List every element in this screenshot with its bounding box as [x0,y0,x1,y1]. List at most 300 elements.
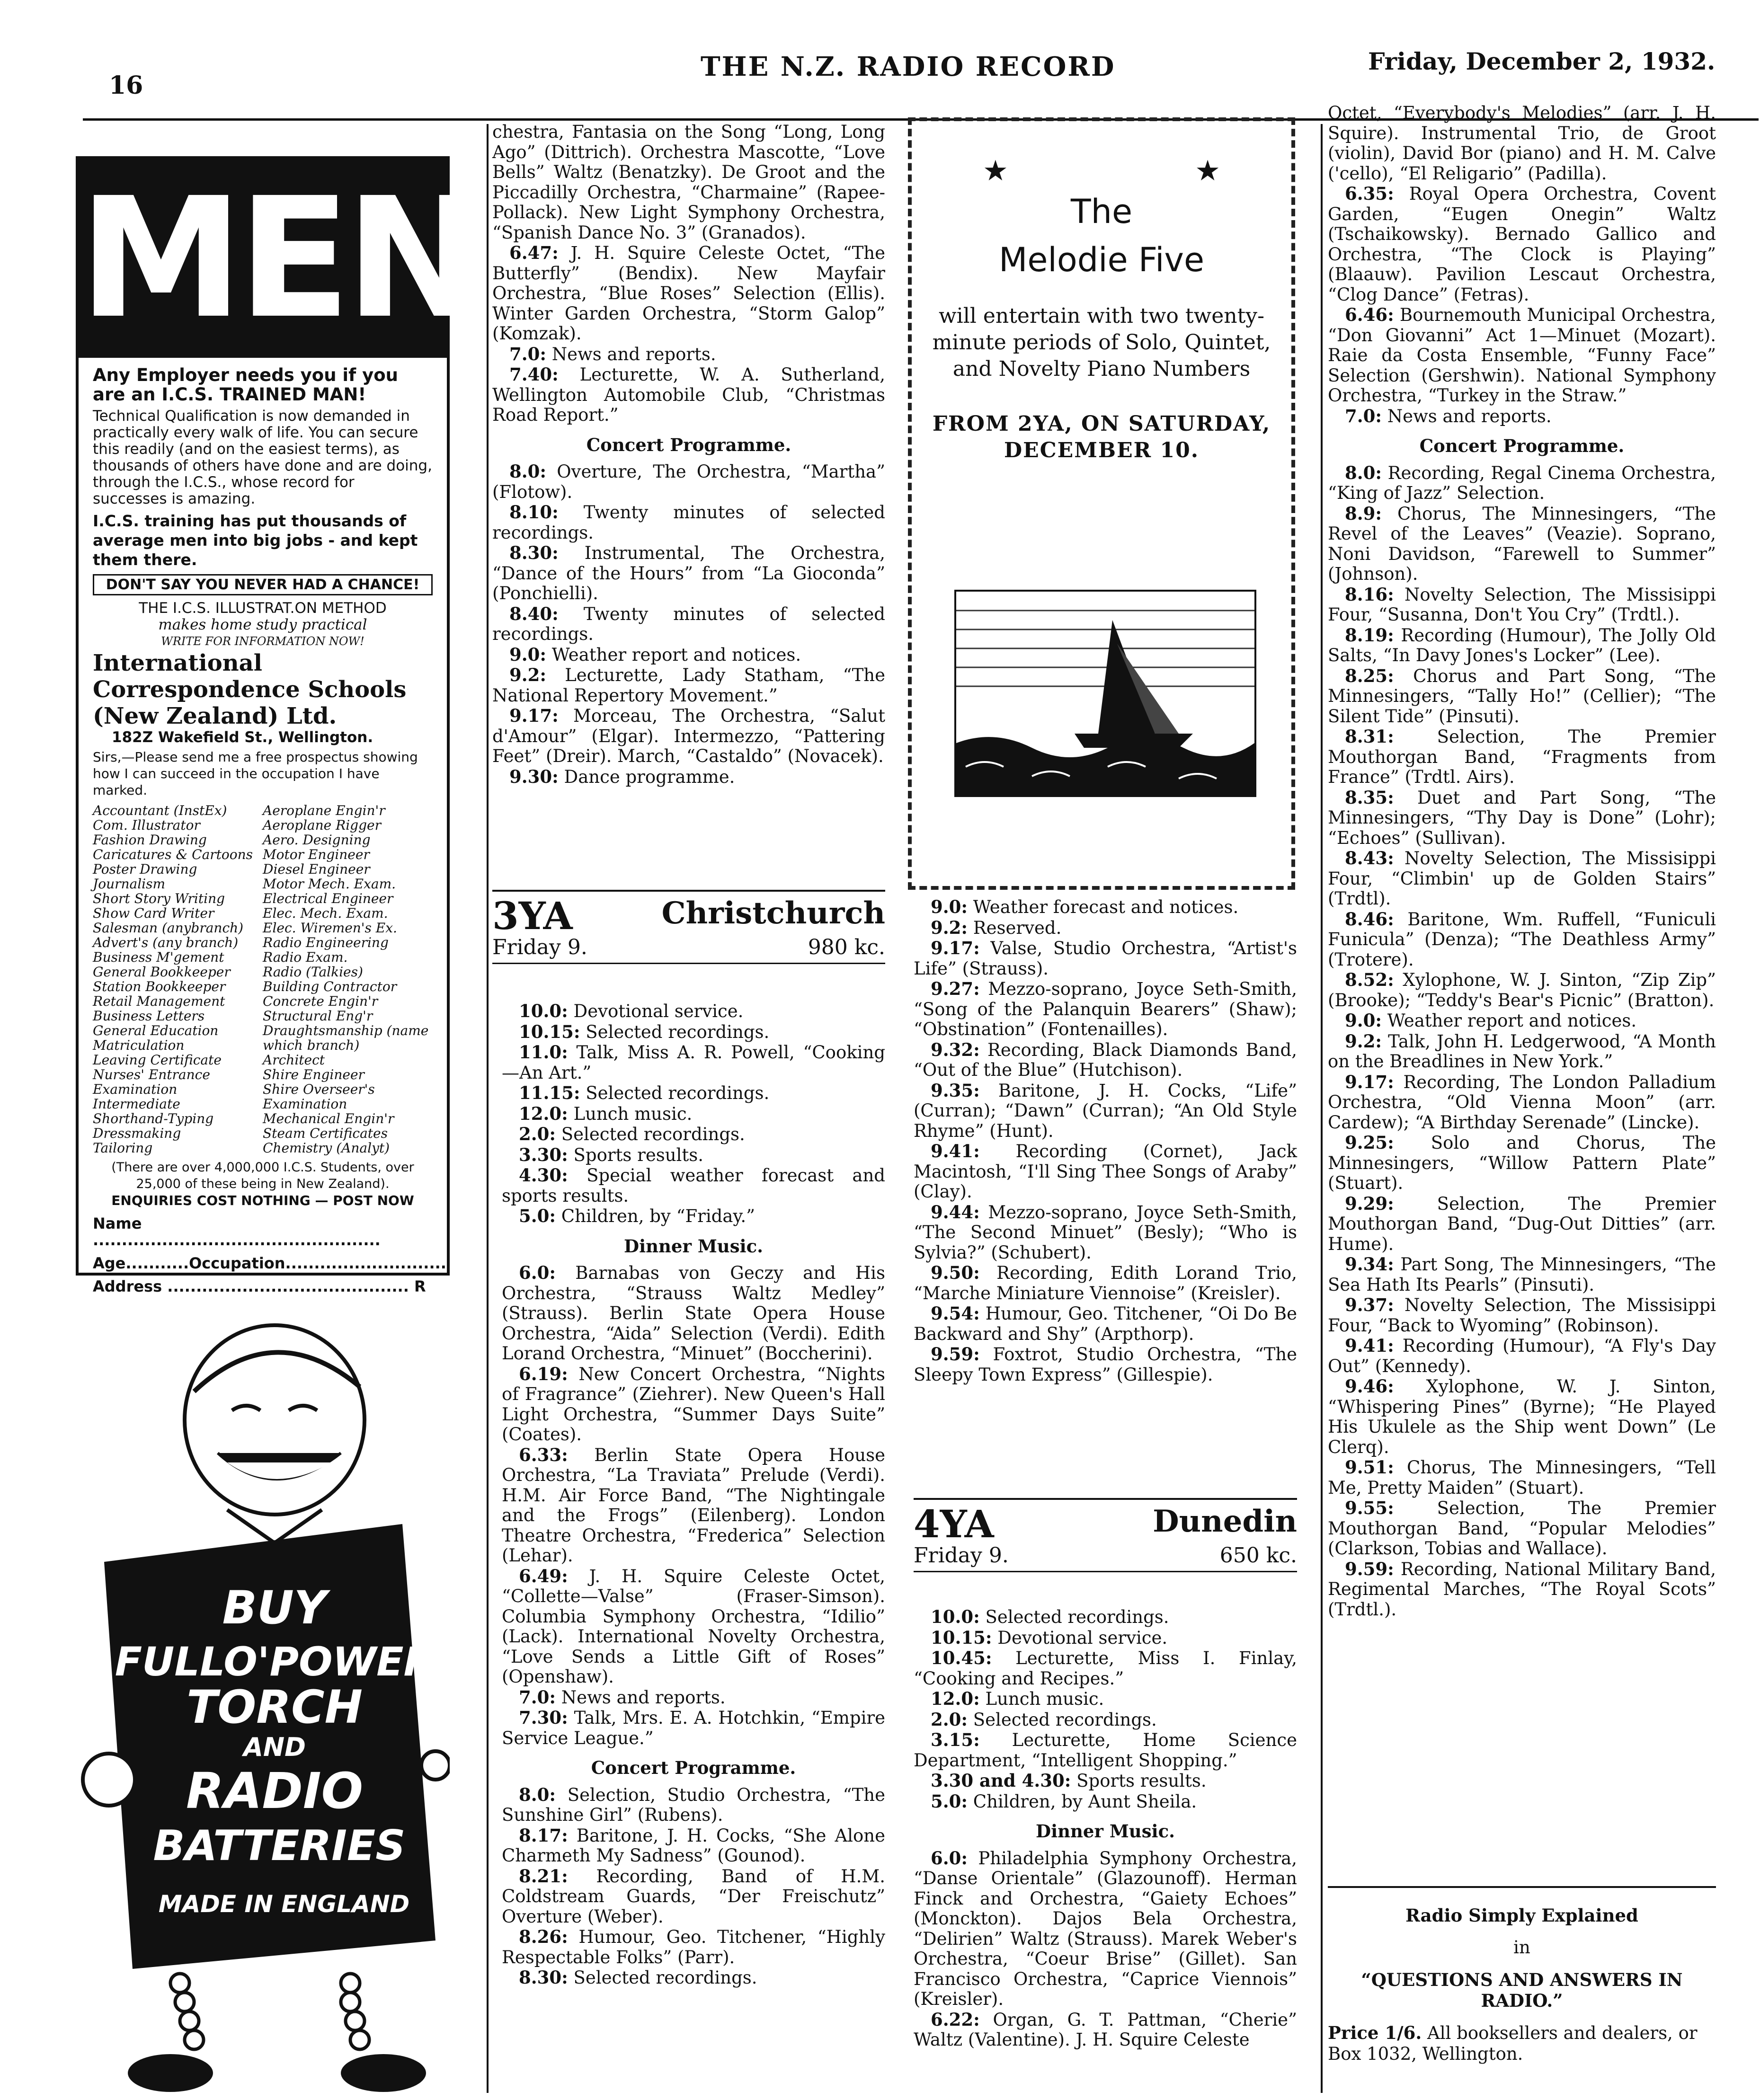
entry-time: 10.0: [931,1606,980,1627]
entry-text: Sports results. [573,1144,704,1165]
entry-text: Selected recordings. [586,1021,770,1042]
section-heading: Dinner Music. [1035,1821,1175,1842]
entry-time: 3.30: [519,1144,568,1165]
ad-slogan: DON'T SAY YOU NEVER HAD A CHANCE! [93,574,433,595]
entry-text: Dance programme. [564,766,735,787]
programme-entry [502,1927,885,1967]
course-item[interactable]: Advert's (any branch) [93,935,239,950]
station-4ya-header [914,1498,1297,1576]
entry-text: Baritone, J. H. Cocks, “She Alone Charmeth My Sadness” (Gounod). [502,1825,885,1866]
entry-time: 9.50: [931,1262,980,1283]
entry-text: Lecturette, Lady Statham, “The National Repertory Movement.” [492,665,885,706]
entry-text: Recording, The London Palladium Orchestra, “Old Vienna Moon” (arr. Cardew); “A Birthday Serenade” (Lincke). [1328,1072,1716,1133]
programme-entry [914,1730,1297,1771]
programme-entry [502,1364,885,1445]
entry-text: Foxtrot, Studio Orchestra, “The Sleepy Town Express” (Gillespie). [914,1344,1298,1385]
entry-text: Humour, Geo. Titchener, “Oi Do Be Backward and Shy” (Arpthorp). [914,1303,1297,1344]
ad-method: THE I.C.S. ILLUSTRAT.ON METHOD [139,600,387,617]
programme-entry [1328,788,1716,849]
course-item[interactable]: Salesman (anybranch) [93,920,244,936]
entry-time: 9.51: [1345,1457,1394,1478]
course-item[interactable]: Leaving Certificate [93,1052,222,1068]
entry-time: 4.30: [519,1165,568,1186]
ad-line-torch: TORCH [187,1681,363,1734]
entry-time: 9.2: [931,917,968,938]
programme-entry [502,1687,885,1708]
entry-text: Chorus and Part Song, “The Minnesingers, “Tally Ho!” (Cellier); “The Silent Tide” (Pinsuti). [1328,665,1716,727]
programme-entry [1328,1254,1716,1295]
entry-text: Xylophone, W. J. Sinton, “Whispering Pines” (Byrne); “He Played His Ukulele as the Ship went Down” (Le Clerq). [1328,1376,1716,1457]
entry-text: Bournemouth Municipal Orchestra, “Don Giovanni” Act 1—Minuet (Mozart). Raie da Costa Ensemble, “Funny Face” Selection (Gershwin). National Symphony Orchestra, “Turkey in the Straw.” [1328,305,1716,406]
rse-where: All booksellers and dealers, or Box 1032, Wellington. [1328,2023,1698,2064]
programme-entry [502,1866,885,1927]
programme-entry [914,1303,1297,1344]
programme-entry [914,979,1297,1040]
course-item[interactable]: Tailoring [93,1140,153,1156]
programme-entry [1328,1194,1716,1255]
section-heading: Dinner Music. [623,1235,763,1257]
course-item[interactable]: General Bookkeeper [93,964,231,980]
entry-text: Selected recordings. [573,1967,757,1988]
programme-entry [914,938,1297,979]
entry-time: 9.25: [1345,1132,1394,1153]
entry-text: Talk, Miss A. R. Powell, “Cooking—An Art.” [502,1042,886,1083]
entry-time: 9.0: [931,896,968,917]
programme-column-2-bottom [502,1001,885,1988]
entry-text: Recording, Band of H.M. Coldstream Guards, “Der Freischutz” Overture (Weber). [502,1866,885,1927]
programme-entry [914,1263,1297,1303]
entry-text: Xylophone, W. J. Sinton, “Zip Zip” (Brooke); “Teddy's Bear's Picnic” (Bratton). [1328,970,1716,1010]
form-age-line[interactable]: Age...........Occupation............................ [93,1254,446,1272]
entry-time: 9.27: [931,978,980,999]
entry-text: Part Song, The Minnesingers, “The Sea Hath Its Pearls” (Pinsuti). [1328,1254,1716,1295]
entry-time: 9.2: [509,665,547,685]
station-rule [492,963,885,964]
entry-time: 7.40: [509,364,559,385]
battery-ad-illustration [76,1297,450,2097]
programme-entry [502,1165,885,1206]
course-list [93,803,433,1155]
ad-enquiries: ENQUIRIES COST NOTHING — POST NOW [111,1193,414,1208]
station-call: 3YA [492,894,573,938]
course-item[interactable]: Fashion Drawing [93,832,207,848]
programme-entry [502,1708,885,1748]
course-item[interactable]: Aeroplane Rigger [263,817,381,833]
programme-entry [1328,103,1716,184]
programme-entry [492,543,885,604]
course-item[interactable]: Dressmaking [93,1125,181,1141]
ad-line-and: AND [243,1732,306,1762]
course-item[interactable]: Mechanical Engin'r [263,1111,394,1126]
entry-text: Chorus, The Minnesingers, “The Revel of the Leaves” (Veazie). Soprano, Noni Davidson, “Farewell to Summer” (Johnson). [1328,503,1716,584]
entry-time: 6.0: [931,1847,968,1869]
entry-time: 9.35: [931,1080,980,1101]
programme-entry [914,1791,1297,1812]
ics-advertisement [76,156,479,1295]
battery-advertisement [76,1297,450,2097]
programme-entry [492,122,885,243]
station-rule [914,1571,1297,1572]
programme-entry [1328,1031,1716,1072]
programme-entry [1328,666,1716,727]
station-city: Christchurch [661,895,885,931]
course-item[interactable]: Motor Engineer [263,847,370,862]
course-item[interactable]: Accountant (InstEx) [93,803,227,818]
entry-time: 8.0: [1345,462,1382,483]
school-name: International Correspondence Schools (New Zealand) Ltd. [93,650,407,729]
station-3ya-header [492,890,885,967]
entry-text: Lunch music. [985,1689,1104,1709]
ad-method-sub: makes home study practical [158,616,367,633]
rse-in: in [1513,1937,1530,1958]
programme-entry [502,1263,885,1364]
programme-entry [502,1566,885,1687]
course-list-right [263,803,433,1155]
programme-entry [1328,184,1716,305]
programme-entry [914,1607,1297,1628]
entry-text: J. H. Squire Celeste Octet, “Collette—Valse” (Fraser-Simson). Columbia Symphony Orchestra, “Idilio” (Lack). International Novelty Orchestra, “Love Sends a Little Gift of Roses” (Openshaw). [502,1566,885,1687]
entry-time: 8.43: [1345,848,1394,868]
entry-time: 5.0: [931,1790,968,1812]
entry-text: Twenty minutes of selected recordings. [492,603,885,644]
entry-time: 2.0: [519,1124,556,1144]
mascot-hand-left [83,1754,135,1806]
programme-column-3-bottom [914,1607,1297,2050]
programme-entry [502,1206,885,1227]
entry-time: 8.30: [509,542,559,563]
programme-entry [1328,848,1716,909]
programme-entry [502,1124,885,1145]
programme-entry [914,1040,1297,1081]
course-item[interactable]: Aero. Designing [263,832,371,848]
entry-time: 9.17: [931,938,980,958]
entry-time: 9.2: [1345,1030,1382,1052]
entry-text: Reserved. [973,917,1062,938]
programme-entry [492,665,885,706]
programme-entry [502,1145,885,1166]
issue-date: Friday, December 2, 1932. [1368,47,1716,75]
programme-entry [1328,406,1716,427]
course-item[interactable]: Elec. Mech. Exam. [263,905,388,921]
form-name-label: Name [93,1214,142,1232]
entry-text: Special weather forecast and sports results. [502,1165,885,1206]
programme-entry [492,502,885,543]
course-item[interactable]: Diesel Engineer [263,861,370,877]
entry-text: Philadelphia Symphony Orchestra, “Danse Orientale” (Glazounoff). Herman Finck and Orchestra, “Gaiety Echoes” (Monckton). Dajos Bela Orchestra, “Delirien” Waltz (Strauss). Marek Weber's Orchestra, “Coeur Brise” (Gillet). San Francisco Orchestra, “Caprice Viennois” (Kreisler). [914,1848,1297,2009]
radio-simply-box [1328,1905,1716,2065]
entry-time: 8.40: [509,603,559,624]
rse-book: “QUESTIONS AND ANSWERS IN RADIO.” [1361,1969,1683,2011]
entry-time: 8.52: [1345,969,1394,990]
entry-text: Lunch music. [573,1103,693,1124]
programme-entry [492,767,885,788]
entry-time: 6.47: [509,242,559,263]
programme-entry [914,1081,1297,1142]
men-headline: MEN [79,159,447,358]
entry-time: 9.59: [931,1344,980,1365]
station-frequency: 650 kc. [1219,1543,1297,1568]
entry-time: 7.0: [519,1686,556,1708]
entry-time: 8.0: [509,461,547,482]
entry-time: 9.34: [1345,1254,1394,1275]
entry-text: Weather report and notices. [551,644,801,665]
programme-column-3-top [914,897,1297,1385]
form-address-line[interactable]: Address .......................................... R [93,1277,426,1295]
programme-entry [1328,727,1716,788]
programme-entry [492,344,885,365]
entry-time: 5.0: [519,1205,556,1226]
column-divider [487,124,489,2093]
entry-time: 8.30: [519,1967,568,1988]
ad-line-brand: FULLO'POWER [115,1639,435,1685]
entry-time: 10.15: [519,1021,580,1042]
course-item[interactable]: Com. Illustrator [93,817,200,833]
form-age-label: Age [93,1254,126,1272]
mascot-legs [170,1974,369,2049]
programme-entry [914,1344,1297,1385]
entry-text: Twenty minutes of selected recordings. [492,502,885,543]
programme-entry [502,1022,885,1043]
course-item[interactable]: Nurses' Entrance Examination [93,1067,210,1097]
programme-entry [914,897,1297,918]
entry-text: Barnabas von Geczy and His Orchestra, “Strauss Waltz Medley” (Strauss). Berlin State Opera House Orchestra, “Aida” Selection (Verdi). Edith Lorand Orchestra, “Minuet” (Boccherini). [502,1263,885,1364]
entry-text: Talk, Mrs. E. A. Hotchkin, “Empire Service League.” [502,1708,885,1748]
entry-text: Selection, Studio Orchestra, “The Sunshine Girl” (Rubens). [502,1784,886,1825]
course-item[interactable]: Shorthand-Typing [93,1111,214,1126]
programme-entry [914,2010,1297,2050]
course-item[interactable]: Aeroplane Engin'r [263,803,385,818]
programme-entry [1328,970,1716,1010]
entry-time: 9.54: [931,1303,980,1324]
programme-entry [502,1042,885,1083]
entry-text: Devotional service. [997,1627,1168,1648]
entry-time: 6.22: [931,2009,980,2030]
programme-entry [1328,625,1716,666]
entry-time: 12.0: [931,1688,980,1709]
ad-line-batteries: BATTERIES [153,1821,406,1870]
station-day: Friday 9. [492,935,587,959]
entry-text: Octet, “Everybody's Melodies” (arr. J. H. Squire). Instrumental Trio, de Groot (violin), David Bor (piano) and H. M. Calve ('cello), “El Religario” (Padilla). [1328,103,1716,184]
entry-text: Overture, The Orchestra, “Martha” (Flotow). [492,461,886,502]
form-occupation-label: Occupation [189,1254,285,1272]
programme-entry [1328,1133,1716,1194]
entry-text: Chorus, The Minnesingers, “Tell Me, Pretty Maiden” (Stuart). [1328,1457,1716,1498]
entry-time: 9.55: [1345,1497,1394,1518]
entry-time: 9.59: [1345,1558,1394,1579]
programme-entry [502,1001,885,1022]
programme-entry [1328,305,1716,406]
course-item[interactable]: Radio Exam. [263,949,348,965]
entry-time: 8.0: [519,1784,556,1805]
programme-entry [914,1628,1297,1648]
programme-entry [914,1648,1297,1689]
entry-text: Sports results. [1076,1771,1207,1791]
entry-text: Children, by Aunt Sheila. [973,1791,1197,1812]
entry-time: 6.19: [519,1363,568,1384]
entry-time: 11.15: [519,1082,580,1103]
entry-time: 9.41: [931,1141,980,1161]
page-number: 16 [109,71,143,100]
school-address: 182Z Wakefield St., Wellington. [112,729,373,746]
entry-time: 12.0: [519,1103,568,1124]
entry-time: 6.0: [519,1262,556,1283]
course-item[interactable]: Station Bookkeeper [93,979,226,994]
course-item[interactable]: Building Contractor [263,979,397,994]
programme-entry [1328,1376,1716,1457]
station-frequency: 980 kc. [808,935,885,959]
entry-time: 8.46: [1345,908,1394,930]
section-heading: Concert Programme. [586,434,791,455]
station-day: Friday 9. [914,1543,1009,1568]
column-divider [1321,124,1323,2093]
programme-entry [914,1141,1297,1202]
entry-time: 9.0: [509,644,547,665]
entry-text: Selected recordings. [985,1607,1169,1627]
ad-method-cta: WRITE FOR INFORMATION NOW! [161,635,364,648]
entry-text: Humour, Geo. Titchener, “Highly Respectable Folks” (Parr). [502,1927,885,1967]
form-name-line[interactable]: Name .................................................. [93,1214,381,1249]
entry-text: New Concert Orchestra, “Nights of Fragrance” (Ziehrer). New Queen's Hall Light Orchestra, “Summer Days Suite” (Coates). [502,1364,885,1444]
entry-text: Recording, Regal Cinema Orchestra, “King of Jazz” Selection. [1328,462,1716,503]
programme-entry [1328,1295,1716,1336]
course-item[interactable]: Intermediate [93,1096,180,1112]
entry-text: chestra, Fantasia on the Song “Long, Long Ago” (Dittrich). Orchestra Mascotte, “Love Bells” Waltz (Benatzky). De Groot and the Piccadilly Orchestra, “Charmaine” (Rapee-Pollack). New Light Symphony Orchestra, “Spanish Dance No. 3” (Granados). [492,122,885,243]
entry-time: 9.44: [931,1201,980,1223]
entry-time: 8.10: [509,502,559,523]
entry-time: 7.0: [1345,405,1382,426]
course-item[interactable]: Shire Overseer's Examination [263,1081,375,1112]
entry-text: Mezzo-soprano, Joyce Seth-Smith, “The Second Minuet” (Besly); “Who is Sylvia?” (Schubert). [914,1202,1297,1263]
course-item[interactable]: Draughtsmanship (name which branch) [263,1023,429,1053]
course-item[interactable]: Chemistry (Analyt) [263,1140,390,1156]
course-item[interactable]: Electrical Engineer [263,891,393,906]
programme-entry [492,461,885,502]
entry-text: Recording, Edith Lorand Trio, “Marche Miniature Viennoise” (Kreisler). [914,1263,1297,1303]
entry-text: Weather forecast and notices. [973,897,1239,917]
ad-students: (There are over 4,000,000 I.C.S. Students, over 25,000 of these being in New Zealand). [111,1160,414,1191]
programme-entry [502,1083,885,1104]
entry-time: 8.35: [1345,787,1394,808]
form-address-label: Address [93,1277,162,1295]
entry-time: 7.30: [519,1707,568,1728]
course-item[interactable]: Steam Certificates [263,1125,388,1141]
ad-paragraph: Technical Qualification is now demanded in practically every walk of life. You can secure this readily (and on the easiest terms), as thousands of others have done and are doing, through the I.C.S., whose record for successes is amazing. [93,408,432,507]
ad-headline: Any Employer needs you if you are an I.C.S. TRAINED MAN! [93,365,398,405]
course-item[interactable]: Radio (Talkies) [263,964,363,980]
entry-time: 9.30: [509,766,559,787]
entry-time: 9.32: [931,1039,980,1060]
course-list-left [93,803,263,1155]
programme-entry [502,1785,885,1825]
entry-time: 8.25: [1345,665,1394,686]
course-item[interactable]: Concrete Engin'r [263,993,378,1009]
rse-price: Price 1/6. [1328,2022,1422,2043]
course-item[interactable]: Shire Engineer [263,1067,364,1082]
entry-time: 11.0: [519,1042,568,1063]
entry-text: Recording (Humour), “A Fly's Day Out” (Kennedy). [1328,1336,1716,1376]
programme-entry [1328,504,1716,585]
course-item[interactable]: Poster Drawing [93,861,197,877]
ad-line-buy: BUY [222,1581,327,1634]
course-item[interactable]: Elec. Wiremen's Ex. [263,920,397,936]
course-item[interactable]: Motor Mech. Exam. [263,876,396,892]
section-heading: Concert Programme. [591,1757,796,1778]
entry-time: 8.9: [1345,503,1382,524]
entry-text: Children, by “Friday.” [561,1206,756,1226]
course-item[interactable]: Caricatures & Cartoons [93,847,253,862]
entry-text: Selected recordings. [973,1709,1157,1730]
entry-time: 8.26: [519,1926,568,1947]
entry-time: 3.15: [931,1729,980,1750]
programme-entry [492,645,885,665]
programme-entry [1328,909,1716,970]
course-item[interactable]: Structural Eng'r [263,1008,373,1024]
sailing-ship-illustration [954,590,1256,797]
programme-entry [1328,1498,1716,1559]
entry-time: 10.0: [519,1001,568,1021]
mascot-shoe-right [341,2054,426,2092]
station-call: 4YA [914,1502,994,1546]
programme-column-2-top [492,122,885,787]
course-item[interactable]: Short Story Writing [93,891,225,906]
entry-text: Recording, National Military Band, Regimental Marches, “The Royal Scots” (Trdtl.). [1328,1559,1716,1620]
entry-text: Lecturette, Home Science Department, “Intelligent Shopping.” [914,1730,1297,1771]
entry-text: Lecturette, W. A. Sutherland, Wellington Automobile Club, “Christmas Road Report.” [492,364,885,425]
entry-text: News and reports. [551,344,716,364]
entry-time: 9.29: [1345,1193,1394,1214]
course-item[interactable]: Radio Engineering [263,935,389,950]
entry-text: Selection, The Premier Mouthorgan Band, “Fragments from France” (Trdtl. Airs). [1328,727,1716,787]
course-item[interactable]: General Education [93,1023,219,1038]
course-item[interactable]: Retail Management [93,993,225,1009]
programme-entry [914,918,1297,939]
programme-entry [914,1848,1297,2010]
programme-entry [492,243,885,344]
entry-text: Morceau, The Orchestra, “Salut d'Amour” (Elgar). Intermezzo, “Pattering Feet” (Dreir). March, “Castaldo” (Novacek). [492,706,885,766]
programme-entry [1328,1072,1716,1133]
entry-time: 9.41: [1345,1335,1394,1356]
melodie-five-advertisement [908,117,1295,890]
entry-time: 8.17: [519,1825,568,1846]
entry-text: Selected recordings. [586,1083,770,1103]
melodie-from: FROM 2YA, ON SATURDAY, DECEMBER 10. [932,412,1271,462]
entry-text: Talk, John H. Ledgerwood, “A Month on the Breadlines in New York.” [1328,1031,1716,1072]
entry-text: Royal Opera Orchestra, Covent Garden, “Eugen Onegin” Waltz (Tschaikowsky). Bernado Gallico and Orchestra, “The Clock is Playing” (Blaauw). Pavilion Lescaut Orchestra, “Clog Dance” (Fetras). [1328,184,1716,305]
programme-entry [492,706,885,767]
form-mark: R [414,1277,426,1295]
star-icon: ★ [983,154,1008,187]
entry-text: Weather report and notices. [1387,1010,1637,1031]
course-item[interactable]: Matriculation [93,1037,185,1053]
entry-time: 8.16: [1345,584,1394,605]
course-item[interactable]: Show Card Writer [93,905,214,921]
publication-title: THE N.Z. RADIO RECORD [701,51,1116,82]
programme-entry [914,1771,1297,1791]
entry-time: 8.31: [1345,726,1394,747]
course-item[interactable]: Business M'gement [93,949,224,965]
entry-time: 8.19: [1345,624,1394,646]
course-item[interactable]: Architect [263,1052,325,1068]
entry-text: Selection, The Premier Mouthorgan Band, “Dug-Out Ditties” (arr. Hume). [1328,1193,1716,1254]
programme-entry [1328,585,1716,625]
star-icon: ★ [1195,154,1220,187]
course-item[interactable]: Journalism [93,876,166,892]
programme-entry [914,1689,1297,1710]
entry-text: Novelty Selection, The Missisippi Four, “Climbin' up de Golden Stairs” (Trdtl). [1328,848,1716,909]
course-item[interactable]: Business Letters [93,1008,205,1024]
entry-time: 6.49: [519,1565,568,1586]
entry-text: Baritone, Wm. Ruffell, “Funiculi Funicula” (Denza); “The Deathless Army” (Trotere). [1328,909,1716,970]
